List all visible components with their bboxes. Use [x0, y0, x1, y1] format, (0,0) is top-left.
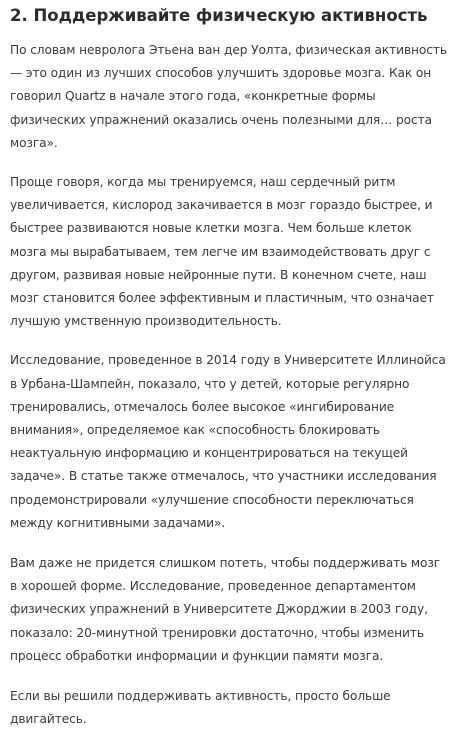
- paragraph-1: По словам невролога Этьена ван дер Уолта, физическая активность — это один из лучших способов улучшить здоровье мозга. Как он говорил Quartz в начале этого года, «конкретные формы физических упражнений оказались очень полезными для… роста мозга».: [10, 43, 447, 150]
- paragraph-3: Исследование, проведенное в 2014 году в Университете Иллинойса в Урбана-Шампейн, показало, что у детей, которые регулярно тренировались, отмечалось более высокое «ингибирование внимания», определяемое как «способность блокировать неактуальную информацию и концентрироваться на текущей задаче». В статье также отмечалось, что участники исследования продемонстрировали «улучшение способности переключаться между когнитивными задачами».: [10, 353, 446, 530]
- section-heading: 2. Поддерживайте физическую активность: [10, 6, 428, 25]
- paragraph-5: Если вы решили поддерживать активность, просто больше двигайтесь.: [10, 689, 391, 727]
- article-section: [10, 0, 448, 731]
- paragraph-4: Вам даже не придется слишком потеть, чтобы поддерживать мозг в хорошей форме. Исследование, проведенное департаментом физических упражнений в Университете Джорджии в 2003 году, показало: 20-минутной тренировки достаточно, чтобы изменить процесс обработки информации и функции памяти мозга.: [10, 556, 441, 663]
- paragraph-2: Проще говоря, когда мы тренируемся, наш сердечный ритм увеличивается, кислород закачивается в мозг гораздо быстрее, и быстрее развиваются новые клетки мозга. Чем больше клеток мозга мы вырабатываем, тем легче им взаимодействовать друг с другом, развивая новые нейронные пути. В конечном счете, наш мозг становится более эффективным и пластичным, что означает лучшую умственную производительность.: [10, 175, 434, 329]
